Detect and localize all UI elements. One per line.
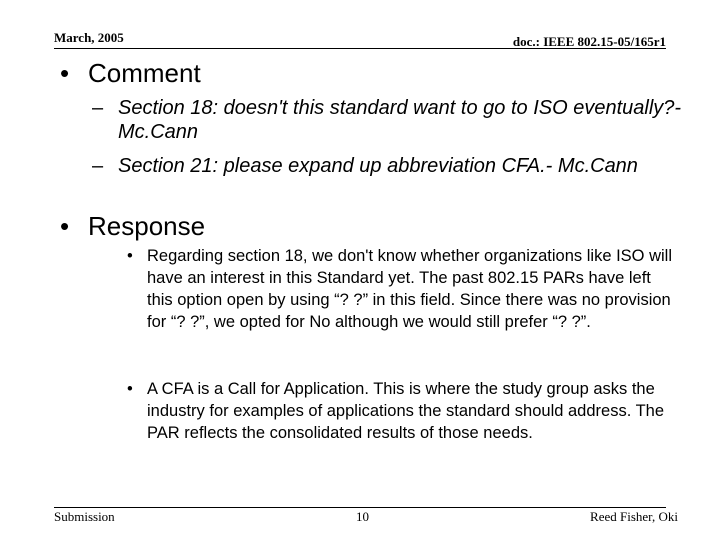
comment-item [92, 154, 682, 178]
header-doc-id: doc.: IEEE 802.15-05/165r1 [512, 34, 666, 49]
response-item-text: A CFA is a Call for Application. This is where the study group asks the industry for examples of applications the standard should address. The PAR reflects the consolidated results of those needs. [147, 380, 664, 442]
response-item [127, 378, 672, 444]
comment-item-text: Section 18: doesn't this standard want to go to ISO eventually?- Mc.Cann [118, 97, 682, 143]
response-item-text: Regarding section 18, we don't know whether organizations like ISO will have an interest in this Standard yet. The past 802.15 PARs have left this option open by using “? ?” in this field. Since there was no provision for “? ?”, we opted for No although we would still prefer “? ?”. [147, 247, 673, 331]
bullet-glyph: • [60, 58, 70, 88]
comment-item-text: Section 21: please expand up abbreviation CFA.- Mc.Cann [118, 155, 638, 177]
bullet-glyph: • [127, 247, 133, 265]
dash-glyph: – [92, 155, 104, 177]
bullet-glyph: • [127, 380, 133, 398]
dash-glyph: – [92, 97, 104, 119]
response-heading: Response [88, 211, 206, 241]
header-divider [54, 48, 666, 49]
comment-heading: Comment [88, 58, 201, 88]
footer-page-number: 10 [356, 509, 369, 524]
comment-item [92, 96, 682, 144]
footer-submission: Submission [54, 509, 115, 524]
response-item [127, 245, 672, 333]
comment-bullet [60, 58, 201, 88]
bullet-glyph: • [60, 211, 70, 241]
response-bullet [60, 211, 205, 241]
footer-author: Reed Fisher, Oki [590, 509, 678, 524]
footer-divider [54, 507, 666, 508]
header-date: March, 2005 [54, 30, 124, 45]
